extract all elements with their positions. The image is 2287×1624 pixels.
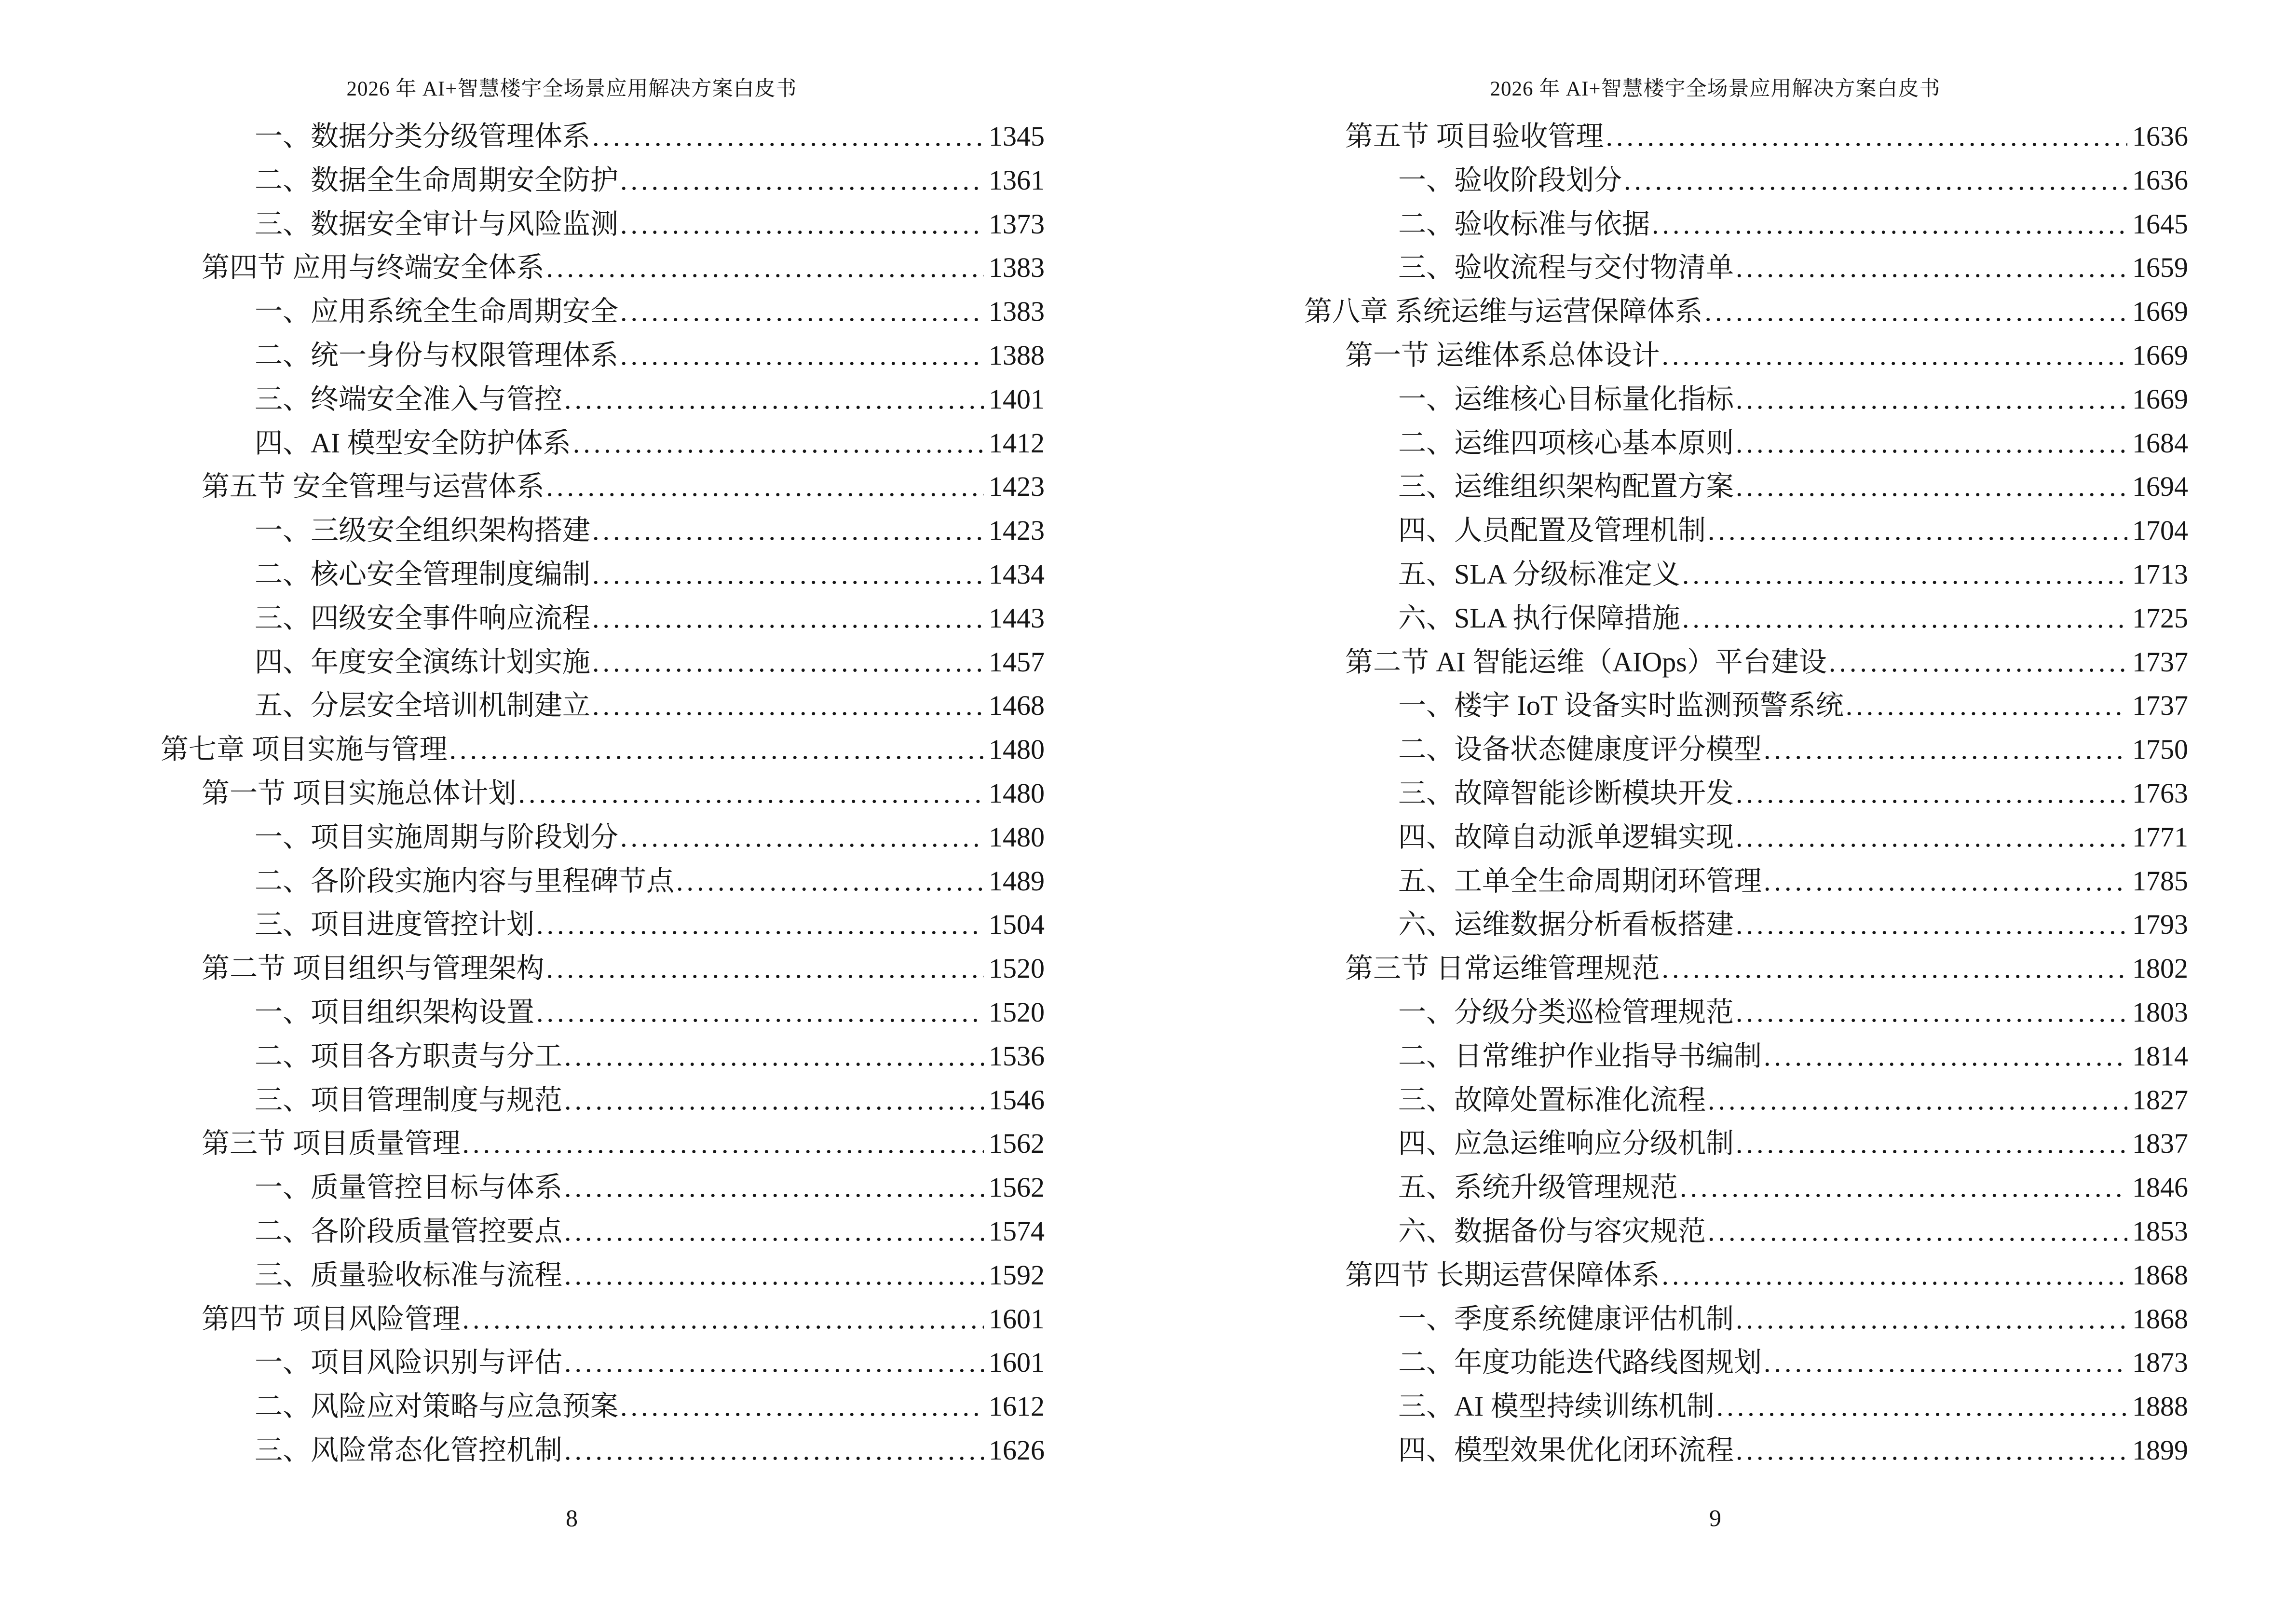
toc-entry <box>0 1211 1045 1255</box>
toc-entry-label: 六、运维数据分析看板搭建 <box>1398 909 1734 941</box>
toc-entry <box>1144 1298 2188 1342</box>
toc-entry-page-number: 1684 <box>2132 427 2188 459</box>
toc-entry-label: 三、故障处置标准化流程 <box>1398 1084 1706 1116</box>
toc-entry-label: 三、终端安全准入与管控 <box>255 383 563 415</box>
toc-entry <box>1144 948 2188 992</box>
page-footer-number: 9 <box>1709 1504 1721 1531</box>
toc-entry <box>0 1298 1045 1342</box>
toc-entry <box>1144 904 2188 948</box>
toc-dot-leader <box>1708 515 2127 547</box>
toc-entry <box>0 992 1045 1036</box>
toc-dot-leader <box>564 1347 984 1379</box>
toc-dot-leader <box>620 164 984 197</box>
toc-entry <box>1144 1255 2188 1298</box>
toc-entry-page-number: 1480 <box>989 821 1045 853</box>
toc-entry-page-number: 1601 <box>989 1347 1045 1378</box>
toc-entry-label: 三、四级安全事件响应流程 <box>255 602 591 634</box>
toc-entry-page-number: 1601 <box>989 1303 1045 1335</box>
toc-entry <box>1144 773 2188 817</box>
toc-entry <box>1144 466 2188 510</box>
toc-dot-leader <box>1682 602 2127 635</box>
toc-entry-page-number: 1480 <box>989 734 1045 765</box>
toc-dot-leader <box>1736 427 2127 460</box>
toc-entry-page-number: 1846 <box>2132 1172 2188 1203</box>
toc-entry <box>1144 1342 2188 1386</box>
toc-dot-leader <box>1736 821 2127 854</box>
toc-entry-page-number: 1401 <box>989 383 1045 415</box>
toc-entry <box>1144 554 2188 598</box>
toc-entry-label: 第一节 项目实施总体计划 <box>202 777 517 809</box>
toc-dot-leader <box>564 1040 984 1073</box>
toc-entry-label: 一、应用系统全生命周期安全 <box>255 296 619 328</box>
toc-entry-page-number: 1480 <box>989 777 1045 809</box>
toc-entry <box>1144 1167 2188 1211</box>
toc-entry <box>0 773 1045 817</box>
toc-entry-page-number: 1763 <box>2132 777 2188 809</box>
toc-entry <box>0 1167 1045 1211</box>
toc-entry-page-number: 1853 <box>2132 1215 2188 1247</box>
toc-entry-page-number: 1562 <box>989 1172 1045 1203</box>
toc-entry-label: 第七章 项目实施与管理 <box>161 734 448 765</box>
toc-entry-page-number: 1725 <box>2132 602 2188 634</box>
toc-entry <box>1144 1211 2188 1255</box>
toc-entry-label: 二、运维四项核心基本原则 <box>1398 427 1734 459</box>
toc-dot-leader <box>1662 340 2127 372</box>
toc-dot-leader <box>620 1391 984 1423</box>
toc-entry <box>0 1342 1045 1386</box>
toc-list <box>0 116 1045 1474</box>
toc-entry <box>1144 641 2188 685</box>
toc-entry-page-number: 1645 <box>2132 208 2188 240</box>
toc-entry-page-number: 1636 <box>2132 121 2188 152</box>
toc-dot-leader <box>536 909 984 941</box>
toc-dot-leader <box>592 121 984 153</box>
toc-entry <box>1144 817 2188 860</box>
toc-entry-label: 四、模型效果优化闭环流程 <box>1398 1434 1734 1466</box>
toc-entry-label: 第三节 日常运维管理规范 <box>1345 953 1660 984</box>
toc-entry-label: 二、年度功能迭代路线图规划 <box>1398 1347 1762 1378</box>
toc-entry-label: 三、风险常态化管控机制 <box>255 1434 563 1466</box>
toc-entry <box>1144 204 2188 247</box>
toc-dot-leader <box>564 1259 984 1292</box>
toc-entry-label: 二、日常维护作业指导书编制 <box>1398 1040 1762 1072</box>
toc-dot-leader <box>676 865 984 898</box>
toc-dot-leader <box>1682 559 2127 591</box>
toc-entry <box>1144 291 2188 335</box>
toc-dot-leader <box>1662 1259 2127 1292</box>
toc-entry <box>1144 992 2188 1036</box>
toc-dot-leader <box>1736 252 2127 284</box>
toc-entry <box>0 554 1045 598</box>
toc-entry <box>0 1123 1045 1167</box>
toc-entry <box>1144 598 2188 641</box>
toc-dot-leader <box>546 471 984 503</box>
toc-dot-leader <box>1764 1347 2127 1379</box>
toc-dot-leader <box>1716 1391 2127 1423</box>
toc-entry-label: 二、各阶段质量管控要点 <box>255 1215 563 1247</box>
toc-dot-leader <box>1708 1215 2127 1248</box>
toc-entry <box>0 335 1045 379</box>
toc-entry-page-number: 1827 <box>2132 1084 2188 1116</box>
toc-entry-page-number: 1345 <box>989 121 1045 152</box>
toc-entry <box>0 1430 1045 1474</box>
toc-list <box>1144 116 2188 1474</box>
toc-entry-page-number: 1669 <box>2132 339 2188 371</box>
toc-entry-page-number: 1737 <box>2132 690 2188 722</box>
toc-entry-label: 二、数据全生命周期安全防护 <box>255 164 619 196</box>
toc-entry-label: 三、项目进度管控计划 <box>255 909 535 941</box>
toc-entry-page-number: 1771 <box>2132 821 2188 853</box>
toc-entry-page-number: 1574 <box>989 1215 1045 1247</box>
toc-entry <box>1144 510 2188 554</box>
toc-entry-page-number: 1423 <box>989 515 1045 546</box>
toc-entry-page-number: 1704 <box>2132 515 2188 546</box>
toc-entry <box>1144 1036 2188 1079</box>
toc-entry <box>0 860 1045 904</box>
toc-entry-label: 二、风险应对策略与应急预案 <box>255 1391 619 1422</box>
toc-entry-label: 一、项目风险识别与评估 <box>255 1347 563 1378</box>
toc-dot-leader <box>620 296 984 328</box>
toc-dot-leader <box>1680 1172 2127 1204</box>
toc-entry-label: 第五节 项目验收管理 <box>1345 121 1604 152</box>
toc-entry <box>1144 423 2188 466</box>
toc-dot-leader <box>1764 1040 2127 1073</box>
toc-entry <box>0 204 1045 247</box>
toc-entry-label: 一、项目实施周期与阶段划分 <box>255 821 619 853</box>
toc-entry-label: 三、质量验收标准与流程 <box>255 1259 563 1291</box>
toc-dot-leader <box>1736 1434 2127 1467</box>
toc-dot-leader <box>1736 1303 2127 1336</box>
toc-entry <box>0 598 1045 641</box>
toc-entry-label: 第四节 项目风险管理 <box>202 1303 461 1335</box>
toc-entry <box>0 641 1045 685</box>
toc-entry <box>1144 1079 2188 1123</box>
toc-entry-label: 一、三级安全组织架构搭建 <box>255 515 591 546</box>
page-right <box>1144 0 2287 1624</box>
toc-dot-leader <box>546 953 984 985</box>
toc-entry-label: 第二节 AI 智能运维（AIOps）平台建设 <box>1345 646 1827 678</box>
toc-entry-label: 五、系统升级管理规范 <box>1398 1172 1678 1203</box>
toc-entry <box>0 160 1045 204</box>
toc-entry <box>0 948 1045 992</box>
toc-entry-page-number: 1750 <box>2132 734 2188 765</box>
toc-entry-label: 一、分级分类巡检管理规范 <box>1398 996 1734 1028</box>
toc-entry-label: 六、SLA 执行保障措施 <box>1398 602 1680 634</box>
toc-dot-leader <box>546 252 984 284</box>
toc-entry <box>0 510 1045 554</box>
toc-dot-leader <box>449 734 984 766</box>
toc-entry <box>0 817 1045 860</box>
toc-dot-leader <box>1764 734 2127 766</box>
toc-entry-page-number: 1361 <box>989 164 1045 196</box>
toc-entry-label: 五、SLA 分级标准定义 <box>1398 558 1680 590</box>
toc-entry-label: 第四节 应用与终端安全体系 <box>202 252 545 284</box>
toc-entry <box>0 1255 1045 1298</box>
toc-dot-leader <box>1764 865 2127 898</box>
toc-dot-leader <box>573 427 984 460</box>
toc-entry-page-number: 1694 <box>2132 471 2188 503</box>
toc-entry <box>1144 1386 2188 1430</box>
toc-entry-page-number: 1546 <box>989 1084 1045 1116</box>
toc-dot-leader <box>564 1084 984 1117</box>
toc-entry-page-number: 1659 <box>2132 252 2188 284</box>
toc-entry <box>1144 860 2188 904</box>
toc-entry-page-number: 1612 <box>989 1391 1045 1422</box>
toc-dot-leader <box>592 602 984 635</box>
toc-entry-label: 四、故障自动派单逻辑实现 <box>1398 821 1734 853</box>
toc-entry-page-number: 1373 <box>989 208 1045 240</box>
toc-entry-page-number: 1626 <box>989 1434 1045 1466</box>
toc-entry <box>0 1079 1045 1123</box>
toc-entry-page-number: 1443 <box>989 602 1045 634</box>
toc-entry-label: 二、统一身份与权限管理体系 <box>255 339 619 371</box>
toc-dot-leader <box>518 778 984 810</box>
toc-entry-label: 三、验收流程与交付物清单 <box>1398 252 1734 284</box>
toc-entry-page-number: 1383 <box>989 296 1045 328</box>
toc-entry-label: 第一节 运维体系总体设计 <box>1345 339 1660 371</box>
toc-entry-page-number: 1888 <box>2132 1391 2188 1422</box>
toc-entry <box>0 685 1045 729</box>
toc-entry <box>1144 335 2188 379</box>
toc-entry-label: 六、数据备份与容灾规范 <box>1398 1215 1706 1247</box>
toc-entry-page-number: 1713 <box>2132 558 2188 590</box>
toc-entry-label: 三、运维组织架构配置方案 <box>1398 471 1734 503</box>
toc-entry <box>1144 685 2188 729</box>
toc-entry-page-number: 1592 <box>989 1259 1045 1291</box>
toc-entry-page-number: 1837 <box>2132 1128 2188 1160</box>
toc-entry-label: 三、故障智能诊断模块开发 <box>1398 777 1734 809</box>
toc-entry-label: 四、AI 模型安全防护体系 <box>255 427 571 459</box>
toc-entry-label: 一、数据分类分级管理体系 <box>255 121 591 152</box>
toc-entry <box>0 729 1045 773</box>
toc-dot-leader <box>1736 1128 2127 1160</box>
toc-entry-page-number: 1383 <box>989 252 1045 284</box>
toc-dot-leader <box>1662 953 2127 985</box>
toc-entry-label: 二、各阶段实施内容与里程碑节点 <box>255 865 675 897</box>
toc-entry-page-number: 1562 <box>989 1128 1045 1160</box>
toc-entry-label: 二、核心安全管理制度编制 <box>255 558 591 590</box>
toc-dot-leader <box>592 515 984 547</box>
toc-entry-label: 第二节 项目组织与管理架构 <box>202 953 545 984</box>
toc-entry <box>0 116 1045 160</box>
toc-entry-label: 一、季度系统健康评估机制 <box>1398 1303 1734 1335</box>
toc-entry <box>1144 729 2188 773</box>
toc-dot-leader <box>564 1172 984 1204</box>
toc-entry <box>0 247 1045 291</box>
toc-entry <box>1144 247 2188 291</box>
toc-entry-label: 一、运维核心目标量化指标 <box>1398 383 1734 415</box>
toc-dot-leader <box>620 340 984 372</box>
toc-entry-label: 三、数据安全审计与风险监测 <box>255 208 619 240</box>
toc-dot-leader <box>592 646 984 679</box>
toc-dot-leader <box>1736 909 2127 941</box>
toc-entry <box>1144 379 2188 423</box>
toc-entry-label: 三、项目管理制度与规范 <box>255 1084 563 1116</box>
toc-dot-leader <box>463 1303 984 1336</box>
toc-dot-leader <box>564 1434 984 1467</box>
toc-entry-page-number: 1899 <box>2132 1434 2188 1466</box>
toc-entry-page-number: 1468 <box>989 690 1045 722</box>
toc-entry-label: 五、工单全生命周期闭环管理 <box>1398 865 1762 897</box>
toc-entry-label: 一、验收阶段划分 <box>1398 164 1622 196</box>
toc-entry-page-number: 1737 <box>2132 646 2188 678</box>
toc-dot-leader <box>1624 164 2127 197</box>
toc-entry-label: 四、年度安全演练计划实施 <box>255 646 591 678</box>
toc-entry-page-number: 1669 <box>2132 296 2188 328</box>
toc-entry <box>1144 1123 2188 1167</box>
toc-entry-label: 五、分层安全培训机制建立 <box>255 690 591 722</box>
toc-dot-leader <box>1705 296 2127 328</box>
toc-entry-page-number: 1785 <box>2132 865 2188 897</box>
page-header-title: 2026 年 AI+智慧楼宇全场景应用解决方案白皮书 <box>1490 78 1941 100</box>
toc-entry-label: 二、项目各方职责与分工 <box>255 1040 563 1072</box>
toc-entry-page-number: 1868 <box>2132 1259 2188 1291</box>
toc-entry-label: 第三节 项目质量管理 <box>202 1128 461 1160</box>
toc-entry-page-number: 1520 <box>989 953 1045 984</box>
toc-entry-label: 一、质量管控目标与体系 <box>255 1172 563 1203</box>
toc-entry <box>0 1036 1045 1079</box>
toc-entry <box>1144 1430 2188 1474</box>
toc-entry-label: 三、AI 模型持续训练机制 <box>1398 1391 1715 1422</box>
toc-entry-page-number: 1636 <box>2132 164 2188 196</box>
toc-entry-label: 二、验收标准与依据 <box>1398 208 1650 240</box>
toc-dot-leader <box>620 821 984 854</box>
toc-entry-label: 四、人员配置及管理机制 <box>1398 515 1706 546</box>
toc-dot-leader <box>1736 996 2127 1029</box>
page-footer-number: 8 <box>566 1504 578 1531</box>
toc-entry-label: 二、设备状态健康度评分模型 <box>1398 734 1762 765</box>
toc-entry-page-number: 1793 <box>2132 909 2188 941</box>
toc-entry-page-number: 1803 <box>2132 996 2188 1028</box>
toc-entry-page-number: 1434 <box>989 558 1045 590</box>
toc-dot-leader <box>1829 646 2127 679</box>
toc-entry <box>0 904 1045 948</box>
toc-dot-leader <box>1736 383 2127 416</box>
toc-entry-page-number: 1457 <box>989 646 1045 678</box>
toc-entry <box>0 291 1045 335</box>
toc-entry-page-number: 1536 <box>989 1040 1045 1072</box>
toc-entry <box>1144 160 2188 204</box>
toc-entry-page-number: 1412 <box>989 427 1045 459</box>
toc-entry <box>0 466 1045 510</box>
toc-entry-page-number: 1489 <box>989 865 1045 897</box>
toc-dot-leader <box>564 383 984 416</box>
toc-dot-leader <box>592 690 984 722</box>
toc-dot-leader <box>1736 471 2127 503</box>
toc-entry-page-number: 1873 <box>2132 1347 2188 1378</box>
toc-dot-leader <box>620 208 984 241</box>
toc-entry <box>0 1386 1045 1430</box>
toc-dot-leader <box>1846 690 2127 722</box>
toc-dot-leader <box>564 1215 984 1248</box>
toc-entry <box>0 423 1045 466</box>
toc-entry-page-number: 1814 <box>2132 1040 2188 1072</box>
toc-entry <box>0 379 1045 423</box>
toc-entry-label: 第八章 系统运维与运营保障体系 <box>1304 296 1703 328</box>
toc-entry-page-number: 1868 <box>2132 1303 2188 1335</box>
toc-dot-leader <box>1708 1084 2127 1117</box>
toc-entry <box>1144 116 2188 160</box>
toc-entry-page-number: 1669 <box>2132 383 2188 415</box>
toc-entry-page-number: 1423 <box>989 471 1045 503</box>
toc-entry-label: 一、楼宇 IoT 设备实时监测预警系统 <box>1398 690 1844 722</box>
toc-dot-leader <box>592 559 984 591</box>
page-header-title: 2026 年 AI+智慧楼宇全场景应用解决方案白皮书 <box>346 78 797 100</box>
toc-entry-page-number: 1504 <box>989 909 1045 941</box>
toc-dot-leader <box>463 1128 984 1160</box>
toc-entry-label: 一、项目组织架构设置 <box>255 996 535 1028</box>
toc-entry-page-number: 1802 <box>2132 953 2188 984</box>
toc-entry-label: 第五节 安全管理与运营体系 <box>202 471 545 503</box>
toc-entry-label: 第四节 长期运营保障体系 <box>1345 1259 1660 1291</box>
toc-entry-label: 四、应急运维响应分级机制 <box>1398 1128 1734 1160</box>
toc-entry-page-number: 1388 <box>989 339 1045 371</box>
toc-entry-page-number: 1520 <box>989 996 1045 1028</box>
toc-dot-leader <box>1736 778 2127 810</box>
toc-dot-leader <box>1652 208 2127 241</box>
toc-dot-leader <box>1606 121 2127 153</box>
toc-dot-leader <box>536 996 984 1029</box>
